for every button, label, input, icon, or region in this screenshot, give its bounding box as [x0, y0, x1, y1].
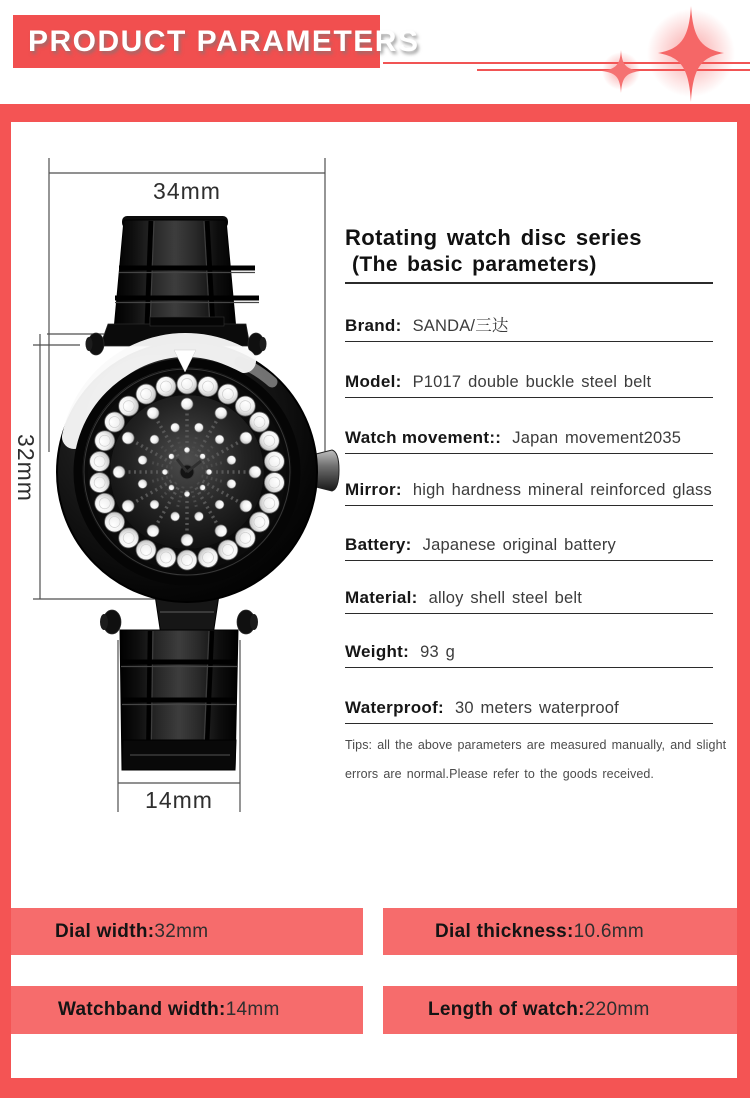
- dim-height-label: 32mm: [13, 434, 39, 502]
- spec-value: 14mm: [225, 999, 280, 1020]
- spec-value: 220mm: [584, 999, 650, 1020]
- tips-note: Tips: all the above parameters are measured manually, and slight errors are normal.Please refer to the goods received.: [345, 738, 727, 781]
- param-label: Mirror:: [345, 480, 402, 499]
- param-label: Weight:: [345, 642, 410, 661]
- param-value: Japanese original battery: [422, 536, 617, 554]
- spec-value: 10.6mm: [573, 920, 645, 942]
- param-row-material: [345, 578, 713, 614]
- frame-right: [737, 104, 750, 1098]
- section-title-line2: (The basic parameters): [352, 253, 597, 276]
- watch-photo: [0, 140, 360, 840]
- sparkle-icon: [560, 0, 750, 130]
- dim-band-label: 14mm: [145, 787, 213, 813]
- param-value: 93 g: [420, 643, 456, 661]
- param-value: P1017 double buckle steel belt: [412, 373, 652, 391]
- param-label: Waterproof:: [345, 698, 444, 717]
- param-value: SANDA/三达: [412, 317, 509, 335]
- param-value: 30 meters waterproof: [455, 699, 619, 717]
- param-row-movement: [345, 418, 713, 454]
- param-value: Japan movement2035: [512, 429, 682, 447]
- spec-label: Length of watch:: [428, 999, 585, 1020]
- param-row-battery: [345, 525, 713, 561]
- param-label: Material:: [345, 588, 418, 607]
- section-title: [345, 224, 713, 284]
- param-row-brand: [345, 306, 713, 342]
- param-row-model: [345, 362, 713, 398]
- param-value: alloy shell steel belt: [428, 589, 583, 607]
- param-value: high hardness mineral reinforced glass: [412, 481, 712, 499]
- spec-box-dial-width: [11, 908, 363, 955]
- watch-band-bottom: [100, 595, 258, 770]
- spec-box-watchband-width: [11, 986, 363, 1034]
- param-row-mirror: [345, 470, 713, 506]
- param-label: Watch movement::: [345, 428, 502, 447]
- page-title: PRODUCT PARAMETERS: [13, 15, 380, 68]
- param-row-weight: [345, 632, 713, 668]
- spec-label: Dial width:: [55, 920, 155, 942]
- frame-bottom: [0, 1078, 750, 1098]
- spec-value: 32mm: [154, 920, 209, 942]
- section-title-line1: Rotating watch disc series: [345, 225, 642, 250]
- spec-box-watch-length: [383, 986, 737, 1034]
- spec-label: Dial thickness:: [435, 920, 574, 942]
- param-row-waterproof: [345, 688, 713, 724]
- param-label: Brand:: [345, 316, 402, 335]
- spec-box-dial-thickness: [383, 908, 737, 955]
- param-label: Model:: [345, 372, 402, 391]
- spec-label: Watchband width:: [58, 999, 226, 1020]
- param-label: Battery:: [345, 535, 412, 554]
- dim-width-label: 34mm: [153, 178, 221, 204]
